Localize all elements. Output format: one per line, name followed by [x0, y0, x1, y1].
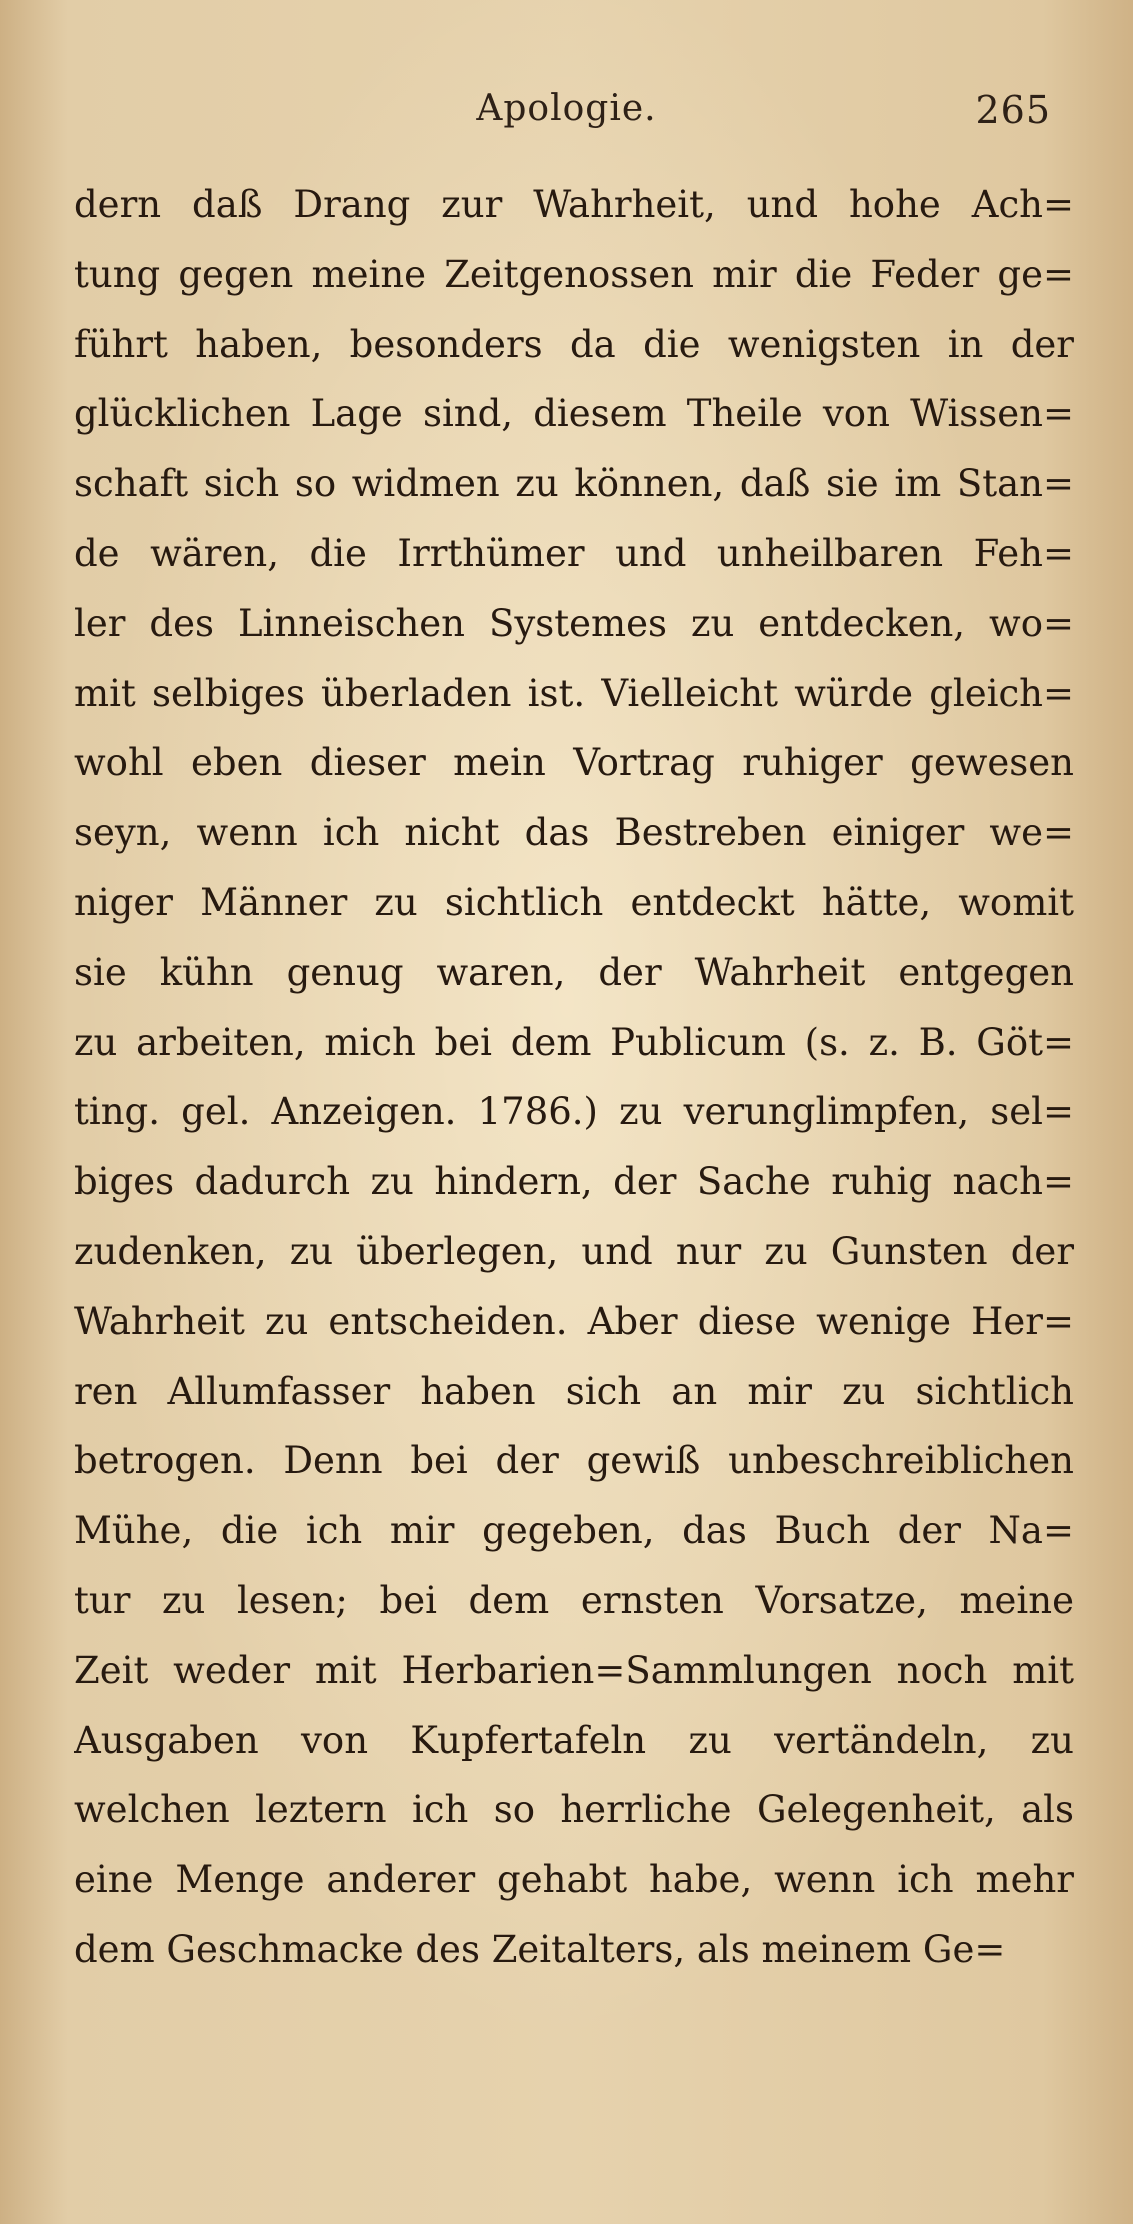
text-line: mit selbiges überladen ist. Vielleicht würde gleich=	[74, 671, 1074, 715]
text-line: ren Allumfasser haben sich an mir zu sichtlich	[74, 1369, 1074, 1413]
text-line: niger Männer zu sichtlich entdeckt hätte, womit	[74, 880, 1074, 924]
text-line: zudenken, zu überlegen, und nur zu Gunsten der	[74, 1229, 1074, 1273]
page-number: 265	[975, 88, 1051, 132]
text-line: Zeit weder mit Herbarien=Sammlungen noch mit	[74, 1648, 1074, 1692]
text-line: wohl eben dieser mein Vortrag ruhiger gewesen	[74, 741, 1074, 785]
text-line: betrogen. Denn bei der gewiß unbeschreiblichen	[74, 1439, 1074, 1483]
text-line: seyn, wenn ich nicht das Bestreben einiger we=	[74, 811, 1074, 855]
text-line: de wären, die Irrthümer und unheilbaren Feh=	[74, 531, 1074, 575]
running-head: Apologie.	[476, 88, 657, 129]
text-line: tung gegen meine Zeitgenossen mir die Feder ge=	[74, 252, 1074, 296]
text-line: welchen leztern ich so herrliche Gelegenheit, als	[74, 1788, 1074, 1832]
text-line: Mühe, die ich mir gegeben, das Buch der Na=	[74, 1509, 1074, 1553]
page-header	[0, 88, 1133, 148]
text-line: zu arbeiten, mich bei dem Publicum (s. z. B. Göt=	[74, 1020, 1074, 1064]
text-line: schaft sich so widmen zu können, daß sie im Stan=	[74, 462, 1074, 506]
text-line: dern daß Drang zur Wahrheit, und hohe Ach=	[74, 183, 1074, 226]
text-line: glücklichen Lage sind, diesem Theile von Wissen=	[74, 392, 1074, 436]
text-line: ting. gel. Anzeigen. 1786.) zu verunglimpfen, sel=	[74, 1090, 1074, 1134]
body-text	[74, 170, 1074, 1985]
text-line: Ausgaben von Kupfertafeln zu vertändeln, zu	[74, 1718, 1074, 1762]
text-line: tur zu lesen; bei dem ernsten Vorsatze, meine	[74, 1578, 1074, 1622]
text-line: biges dadurch zu hindern, der Sache ruhig nach=	[74, 1160, 1074, 1204]
text-line: ler des Linneischen Systemes zu entdecken, wo=	[74, 601, 1074, 645]
text-line: führt haben, besonders da die wenigsten in der	[74, 322, 1074, 366]
text-line: dem Geschmacke des Zeitalters, als meinem Ge=	[74, 1927, 1006, 1971]
text-line: sie kühn genug waren, der Wahrheit entgegen	[74, 950, 1074, 994]
text-line: eine Menge anderer gehabt habe, wenn ich mehr	[74, 1858, 1074, 1902]
text-line: Wahrheit zu entscheiden. Aber diese wenige Her=	[74, 1299, 1074, 1343]
